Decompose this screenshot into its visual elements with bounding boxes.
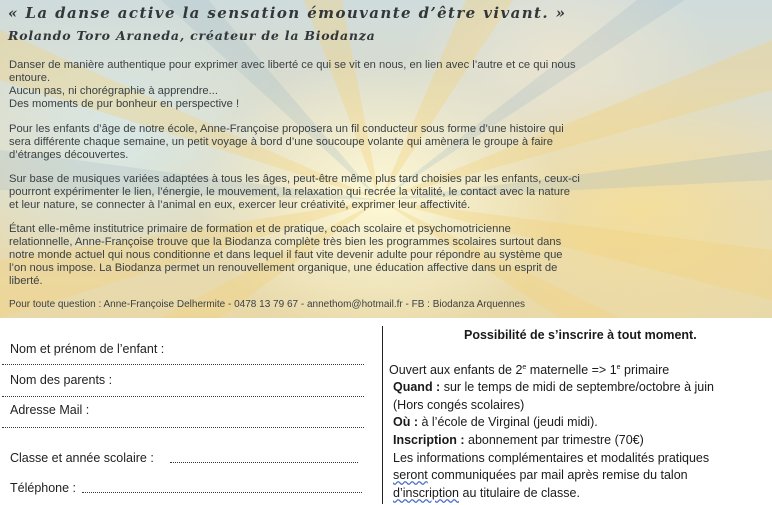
intro-paragraph	[9, 59, 764, 111]
contact-line: Pour toute question : Anne-Françoise Delhermite - 0478 13 79 67 - annethom@hotmail.fr - FB : Biodanza Arquennes	[9, 299, 526, 310]
spellcheck-word: d’inscription	[393, 486, 460, 500]
email-label: Adresse Mail :	[10, 403, 90, 417]
spellcheck-word: seront	[393, 468, 428, 482]
more-info-line: Les informations complémentaires et modalités pratiques	[393, 451, 710, 465]
more-info-text: au titulaire de classe.	[459, 486, 580, 500]
paragraph-line: pourront expérimenter le lien, l’énergie, le mouvement, la relaxation qui recrée la vitalité, le contact avec la nature	[9, 185, 570, 198]
holidays-line: (Hors congés scolaires)	[393, 398, 525, 412]
paragraph-line: relationnelle, Anne-Françoise trouve que la Biodanza complète très bien les programmes scolaires surtout dans	[9, 235, 562, 248]
paragraph-line: liberté.	[9, 274, 43, 287]
phone-label: Téléphone :	[10, 481, 77, 495]
paragraph-line: sera différente chaque semaine, un petit voyage à bord d’une soucoupe volante qui amènera le groupe à faire	[9, 135, 554, 148]
paragraph-line: entoure.	[9, 71, 51, 84]
signup-anytime-heading: Possibilité de s’inscrire à tout moment.	[464, 328, 697, 342]
more-info-line	[393, 486, 580, 500]
more-info-line	[393, 468, 688, 482]
signup-line	[393, 433, 644, 447]
paragraph-line: Des moments de pur bonheur en perspective !	[9, 97, 240, 110]
superscript: e	[616, 363, 621, 371]
quote-author: Rolando Toro Araneda, créateur de la Biodanza	[8, 28, 376, 43]
paragraph-line: Étant elle-même institutrice primaire de formation et de pratique, coach scolaire et psychomotricienne	[9, 223, 511, 235]
parents-field[interactable]	[2, 396, 364, 397]
open-to-text: primaire	[620, 363, 670, 377]
class-field[interactable]	[170, 462, 358, 463]
paragraph-line: notre monde actuel qui nous conditionne et dans lequel il faut vite devenir adulte pour répondre au système que	[9, 248, 563, 261]
info-panel	[389, 318, 769, 505]
paragraph-line: d’étranges découvertes.	[9, 148, 129, 161]
open-to-text: Ouvert aux enfants de 2	[389, 363, 523, 377]
paragraph-line: Pour les enfants d’âge de notre école, Anne-Françoise proposera un fil conducteur sous forme d’une histoire qui	[9, 123, 564, 135]
parents-label: Nom des parents :	[10, 373, 113, 387]
more-info-text: communiquées par mail après remise du talon	[427, 468, 688, 482]
signup-text: abonnement par trimestre (70€)	[464, 433, 644, 447]
music-paragraph	[9, 173, 764, 212]
superscript: e	[522, 363, 527, 371]
class-label: Classe et année scolaire :	[10, 451, 154, 465]
teacher-paragraph	[9, 223, 764, 288]
where-text: à l’école de Virginal (jeudi midi).	[418, 415, 598, 429]
open-to-text: maternelle => 1	[526, 363, 617, 377]
signup-label: Inscription :	[393, 433, 465, 447]
paragraph-line: et leur nature, se connecter à l’animal en eux, exercer leur créativité, exprimer leur affectivité.	[9, 198, 471, 211]
where-label: Où :	[393, 415, 418, 429]
when-text: sur le temps de midi de septembre/octobre à juin	[440, 380, 714, 394]
when-line	[393, 380, 714, 394]
column-divider	[382, 326, 383, 504]
paragraph-line: Danser de manière authentique pour exprimer avec liberté ce qui se vit en nous, en lien avec l’autre et ce qui nous	[9, 59, 576, 71]
open-to-line	[389, 363, 669, 377]
when-label: Quand :	[393, 380, 441, 394]
paragraph-line: Aucun pas, ni chorégraphie à apprendre...	[9, 84, 218, 97]
child-name-field[interactable]	[2, 364, 364, 365]
paragraph-line: Sur base de musiques variées adaptées à tous les âges, peut-être même plus tard choisies par les enfants, ceux-ci	[9, 173, 580, 185]
children-paragraph	[9, 123, 764, 162]
quote-text: « La danse active la sensation émouvante d’être vivant. »	[8, 4, 567, 22]
child-name-label: Nom et prénom de l’enfant :	[10, 342, 165, 356]
email-field[interactable]	[2, 427, 364, 428]
registration-form	[0, 318, 380, 505]
paragraph-line: l’on nous impose. La Biodanza permet un renouvellement organique, une éducation affective dans un esprit de	[9, 261, 558, 274]
phone-field[interactable]	[82, 492, 362, 493]
where-line	[393, 415, 598, 429]
